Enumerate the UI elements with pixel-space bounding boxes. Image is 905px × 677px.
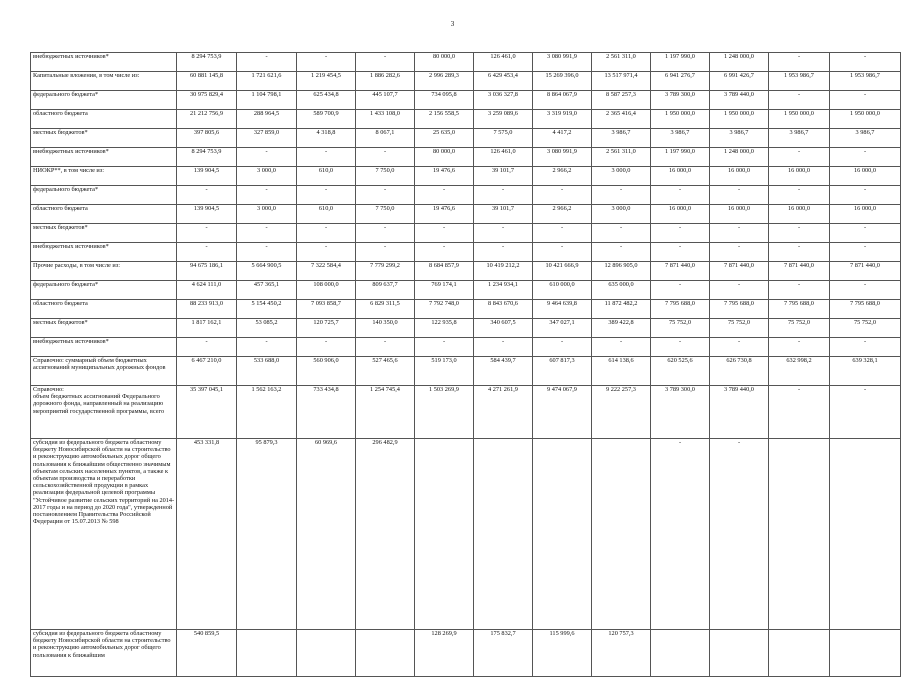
value-cell: 108 000,0 <box>297 281 356 300</box>
value-cell: - <box>297 224 356 243</box>
page-number: 3 <box>450 20 455 28</box>
value-cell: - <box>356 53 415 72</box>
row-label-cell: областного бюджета <box>31 205 177 224</box>
value-cell: 1 953 986,7 <box>769 72 830 91</box>
value-cell: 94 675 186,1 <box>177 262 237 281</box>
value-cell: 122 935,8 <box>415 319 474 338</box>
row-label-cell: Справочно: объем бюджетных ассигнований Федерального дорожного фонда, направленный на реализацию мероприятий государственной программы, всего <box>31 386 177 439</box>
value-cell: 626 730,8 <box>710 357 769 386</box>
value-cell: 7 795 688,0 <box>769 300 830 319</box>
value-cell: - <box>769 386 830 439</box>
value-cell: - <box>415 338 474 357</box>
row-label-cell: областного бюджета <box>31 300 177 319</box>
value-cell: 397 805,6 <box>177 129 237 148</box>
value-cell: 16 000,0 <box>830 205 901 224</box>
table-row <box>31 205 901 224</box>
value-cell: 115 999,6 <box>533 630 592 677</box>
value-cell: 7 795 688,0 <box>830 300 901 319</box>
value-cell: - <box>769 224 830 243</box>
value-cell: 519 173,0 <box>415 357 474 386</box>
row-label-cell: внебюджетных источников* <box>31 53 177 72</box>
value-cell: 389 422,8 <box>592 319 651 338</box>
value-cell: - <box>177 243 237 262</box>
value-cell: 457 365,1 <box>237 281 297 300</box>
value-cell: 128 269,9 <box>415 630 474 677</box>
value-cell: 639 328,1 <box>830 357 901 386</box>
value-cell: 6 991 426,7 <box>710 72 769 91</box>
value-cell: 25 635,0 <box>415 129 474 148</box>
value-cell: - <box>592 338 651 357</box>
value-cell: - <box>356 338 415 357</box>
row-label-cell: федерального бюджета* <box>31 91 177 110</box>
value-cell: 610,0 <box>297 205 356 224</box>
value-cell: - <box>237 53 297 72</box>
value-cell: - <box>297 243 356 262</box>
value-cell: - <box>592 186 651 205</box>
value-cell: 2 561 311,0 <box>592 53 651 72</box>
row-label-cell: местных бюджетов* <box>31 319 177 338</box>
value-cell: 175 832,7 <box>474 630 533 677</box>
value-cell: 809 637,7 <box>356 281 415 300</box>
value-cell: 327 859,0 <box>237 129 297 148</box>
value-cell: 16 000,0 <box>651 205 710 224</box>
value-cell <box>710 630 769 677</box>
value-cell: - <box>177 224 237 243</box>
value-cell: - <box>415 243 474 262</box>
value-cell: 2 966,2 <box>533 167 592 186</box>
value-cell: 16 000,0 <box>830 167 901 186</box>
value-cell: - <box>474 243 533 262</box>
value-cell: 453 331,8 <box>177 439 237 630</box>
value-cell: - <box>297 148 356 167</box>
value-cell: 12 896 905,0 <box>592 262 651 281</box>
value-cell: - <box>533 338 592 357</box>
value-cell: 2 365 416,4 <box>592 110 651 129</box>
value-cell: 1 950 000,0 <box>710 110 769 129</box>
value-cell: - <box>651 338 710 357</box>
value-cell: 1 219 454,5 <box>297 72 356 91</box>
value-cell: - <box>533 224 592 243</box>
value-cell: - <box>533 243 592 262</box>
value-cell: 4 318,8 <box>297 129 356 148</box>
value-cell: - <box>237 224 297 243</box>
table-row <box>31 281 901 300</box>
row-label-cell: федерального бюджета* <box>31 186 177 205</box>
value-cell: 16 000,0 <box>769 205 830 224</box>
value-cell: 3 036 327,8 <box>474 91 533 110</box>
value-cell: 7 795 688,0 <box>710 300 769 319</box>
value-cell: 1 248 000,0 <box>710 53 769 72</box>
value-cell: 2 561 311,0 <box>592 148 651 167</box>
value-cell <box>769 630 830 677</box>
value-cell: 9 474 067,9 <box>533 386 592 439</box>
value-cell: 4 624 111,0 <box>177 281 237 300</box>
table-row <box>31 300 901 319</box>
table-row <box>31 72 901 91</box>
value-cell: - <box>830 186 901 205</box>
table-row <box>31 630 901 677</box>
value-cell: 632 998,2 <box>769 357 830 386</box>
value-cell: 35 397 045,1 <box>177 386 237 439</box>
value-cell: - <box>356 224 415 243</box>
value-cell: 7 750,0 <box>356 205 415 224</box>
value-cell: - <box>651 439 710 630</box>
value-cell: 139 904,5 <box>177 167 237 186</box>
value-cell: 1 562 163,2 <box>237 386 297 439</box>
value-cell: 9 222 257,3 <box>592 386 651 439</box>
value-cell: 527 465,6 <box>356 357 415 386</box>
value-cell: - <box>415 224 474 243</box>
table-row <box>31 319 901 338</box>
value-cell: 8 587 257,3 <box>592 91 651 110</box>
value-cell: - <box>710 338 769 357</box>
value-cell: - <box>830 338 901 357</box>
value-cell: - <box>651 243 710 262</box>
table-row <box>31 386 901 439</box>
value-cell <box>830 439 901 630</box>
value-cell: 1 433 108,0 <box>356 110 415 129</box>
value-cell: - <box>474 186 533 205</box>
value-cell: - <box>297 186 356 205</box>
value-cell <box>769 439 830 630</box>
value-cell: 769 174,1 <box>415 281 474 300</box>
table-row <box>31 357 901 386</box>
value-cell: 3 319 919,0 <box>533 110 592 129</box>
value-cell: 19 476,6 <box>415 167 474 186</box>
value-cell: 3 986,7 <box>592 129 651 148</box>
value-cell: - <box>830 224 901 243</box>
value-cell: - <box>830 243 901 262</box>
value-cell: 126 461,0 <box>474 53 533 72</box>
value-cell: 10 421 666,9 <box>533 262 592 281</box>
value-cell: 139 904,5 <box>177 205 237 224</box>
value-cell: 3 986,7 <box>710 129 769 148</box>
value-cell: - <box>710 243 769 262</box>
value-cell: 88 233 913,0 <box>177 300 237 319</box>
value-cell: - <box>356 186 415 205</box>
value-cell: 584 439,7 <box>474 357 533 386</box>
value-cell: 7 871 440,0 <box>710 262 769 281</box>
value-cell: 7 322 584,4 <box>297 262 356 281</box>
value-cell: 533 688,0 <box>237 357 297 386</box>
value-cell: 80 000,0 <box>415 148 474 167</box>
value-cell: 1 254 745,4 <box>356 386 415 439</box>
row-label-cell: местных бюджетов* <box>31 129 177 148</box>
value-cell: 6 467 210,0 <box>177 357 237 386</box>
row-label-cell: НИОКР**, в том числе из: <box>31 167 177 186</box>
value-cell: - <box>830 53 901 72</box>
value-cell: 1 197 990,0 <box>651 148 710 167</box>
value-cell: 126 461,0 <box>474 148 533 167</box>
value-cell: 15 269 396,0 <box>533 72 592 91</box>
value-cell: 75 752,0 <box>830 319 901 338</box>
value-cell <box>415 439 474 630</box>
value-cell: 7 750,0 <box>356 167 415 186</box>
value-cell: - <box>474 224 533 243</box>
value-cell <box>651 630 710 677</box>
value-cell: - <box>830 91 901 110</box>
value-cell: 30 975 829,4 <box>177 91 237 110</box>
value-cell: 1 721 621,6 <box>237 72 297 91</box>
value-cell: 1 248 000,0 <box>710 148 769 167</box>
table-row <box>31 53 901 72</box>
value-cell: - <box>177 186 237 205</box>
row-label-cell: внебюджетных источников* <box>31 148 177 167</box>
value-cell: 610,0 <box>297 167 356 186</box>
value-cell: 3 986,7 <box>769 129 830 148</box>
value-cell: 7 575,0 <box>474 129 533 148</box>
value-cell: - <box>356 243 415 262</box>
value-cell: - <box>592 243 651 262</box>
value-cell: - <box>533 186 592 205</box>
table-row <box>31 167 901 186</box>
value-cell: - <box>710 186 769 205</box>
value-cell: 5 154 450,2 <box>237 300 297 319</box>
value-cell: 1 950 000,0 <box>830 110 901 129</box>
value-cell: 16 000,0 <box>651 167 710 186</box>
value-cell: 614 138,6 <box>592 357 651 386</box>
value-cell: 3 789 300,0 <box>651 91 710 110</box>
value-cell: - <box>769 338 830 357</box>
value-cell: - <box>237 243 297 262</box>
value-cell: 21 212 756,9 <box>177 110 237 129</box>
value-cell: 39 101,7 <box>474 205 533 224</box>
value-cell <box>533 439 592 630</box>
value-cell: - <box>710 439 769 630</box>
value-cell: 9 464 639,8 <box>533 300 592 319</box>
value-cell: 140 350,0 <box>356 319 415 338</box>
table-row <box>31 129 901 148</box>
value-cell: 19 476,6 <box>415 205 474 224</box>
value-cell: 6 829 311,5 <box>356 300 415 319</box>
value-cell: 4 271 261,9 <box>474 386 533 439</box>
value-cell: 60 969,6 <box>297 439 356 630</box>
value-cell: 7 871 440,0 <box>830 262 901 281</box>
value-cell: - <box>769 91 830 110</box>
value-cell: 120 725,7 <box>297 319 356 338</box>
value-cell: 3 080 991,9 <box>533 148 592 167</box>
value-cell: 1 950 000,0 <box>769 110 830 129</box>
value-cell: - <box>177 338 237 357</box>
value-cell: - <box>769 281 830 300</box>
value-cell: 16 000,0 <box>769 167 830 186</box>
value-cell: 7 792 748,0 <box>415 300 474 319</box>
value-cell: - <box>297 338 356 357</box>
value-cell: - <box>769 243 830 262</box>
value-cell: 3 986,7 <box>830 129 901 148</box>
value-cell: 53 085,2 <box>237 319 297 338</box>
value-cell: 296 482,9 <box>356 439 415 630</box>
row-label-cell: областного бюджета <box>31 110 177 129</box>
value-cell: 8 684 857,9 <box>415 262 474 281</box>
value-cell: - <box>830 148 901 167</box>
value-cell: - <box>297 53 356 72</box>
value-cell: 734 095,8 <box>415 91 474 110</box>
value-cell: 340 607,5 <box>474 319 533 338</box>
value-cell <box>237 630 297 677</box>
value-cell: - <box>474 338 533 357</box>
value-cell: 2 966,2 <box>533 205 592 224</box>
value-cell: 3 000,0 <box>592 205 651 224</box>
value-cell: - <box>769 148 830 167</box>
value-cell: 7 093 858,7 <box>297 300 356 319</box>
value-cell: 11 872 482,2 <box>592 300 651 319</box>
row-label-cell: субсидия из федерального бюджета областному бюджету Новосибирской области на строительство и реконструкцию автомобильных дорог общего пользования к ближайшим <box>31 630 177 677</box>
value-cell: 7 871 440,0 <box>651 262 710 281</box>
value-cell: 3 986,7 <box>651 129 710 148</box>
value-cell: 1 104 798,1 <box>237 91 297 110</box>
value-cell: 8 294 753,9 <box>177 148 237 167</box>
value-cell: - <box>710 281 769 300</box>
value-cell: - <box>769 53 830 72</box>
value-cell: 3 789 300,0 <box>651 386 710 439</box>
table-row <box>31 262 901 281</box>
value-cell: 4 417,2 <box>533 129 592 148</box>
budget-table-body <box>31 53 901 677</box>
table-row <box>31 439 901 630</box>
value-cell: 288 964,5 <box>237 110 297 129</box>
row-label-cell: Прочие расходы, в том числе из: <box>31 262 177 281</box>
value-cell: 347 027,1 <box>533 319 592 338</box>
value-cell: 1 953 986,7 <box>830 72 901 91</box>
value-cell: - <box>592 224 651 243</box>
table-row <box>31 224 901 243</box>
value-cell: 13 517 971,4 <box>592 72 651 91</box>
value-cell: 7 871 440,0 <box>769 262 830 281</box>
value-cell: 625 434,8 <box>297 91 356 110</box>
value-cell: 95 879,3 <box>237 439 297 630</box>
value-cell: 6 941 276,7 <box>651 72 710 91</box>
value-cell: 3 000,0 <box>592 167 651 186</box>
value-cell: 80 000,0 <box>415 53 474 72</box>
row-label-cell: Капитальные вложения, в том числе из: <box>31 72 177 91</box>
value-cell: 1 197 990,0 <box>651 53 710 72</box>
table-row <box>31 91 901 110</box>
value-cell: 589 700,9 <box>297 110 356 129</box>
value-cell: - <box>651 281 710 300</box>
value-cell: - <box>237 186 297 205</box>
value-cell: - <box>830 386 901 439</box>
row-label-cell: Справочно: суммарный объем бюджетных ассигнований муниципальных дорожных фондов <box>31 357 177 386</box>
value-cell: - <box>237 148 297 167</box>
value-cell: 1 503 269,9 <box>415 386 474 439</box>
table-row <box>31 110 901 129</box>
value-cell: 7 795 688,0 <box>651 300 710 319</box>
value-cell: 620 525,6 <box>651 357 710 386</box>
table-row <box>31 148 901 167</box>
value-cell: 540 859,5 <box>177 630 237 677</box>
table-row <box>31 186 901 205</box>
value-cell: 75 752,0 <box>651 319 710 338</box>
value-cell: 16 000,0 <box>710 205 769 224</box>
row-label-cell: внебюджетных источников* <box>31 338 177 357</box>
value-cell: - <box>710 224 769 243</box>
value-cell: 120 757,3 <box>592 630 651 677</box>
value-cell: 3 789 440,0 <box>710 91 769 110</box>
value-cell: 445 107,7 <box>356 91 415 110</box>
value-cell <box>297 630 356 677</box>
value-cell: 75 752,0 <box>769 319 830 338</box>
value-cell: 3 000,0 <box>237 167 297 186</box>
value-cell: 1 234 934,1 <box>474 281 533 300</box>
value-cell: - <box>651 224 710 243</box>
table-row <box>31 243 901 262</box>
value-cell: 6 429 453,4 <box>474 72 533 91</box>
row-label-cell: федерального бюджета* <box>31 281 177 300</box>
value-cell <box>592 439 651 630</box>
value-cell <box>474 439 533 630</box>
value-cell: 8 864 067,9 <box>533 91 592 110</box>
value-cell: 610 000,0 <box>533 281 592 300</box>
value-cell: - <box>769 186 830 205</box>
row-label-cell: внебюджетных источников* <box>31 243 177 262</box>
value-cell: - <box>237 338 297 357</box>
value-cell: 733 434,8 <box>297 386 356 439</box>
value-cell: 1 886 282,6 <box>356 72 415 91</box>
value-cell: 5 664 900,5 <box>237 262 297 281</box>
value-cell: - <box>356 148 415 167</box>
value-cell: - <box>830 281 901 300</box>
value-cell: 1 950 000,0 <box>651 110 710 129</box>
budget-table <box>30 52 901 677</box>
value-cell: 635 000,0 <box>592 281 651 300</box>
value-cell: - <box>651 186 710 205</box>
value-cell: 8 294 753,9 <box>177 53 237 72</box>
value-cell: 39 101,7 <box>474 167 533 186</box>
value-cell: 8 843 670,6 <box>474 300 533 319</box>
value-cell: 607 817,3 <box>533 357 592 386</box>
value-cell: 560 906,0 <box>297 357 356 386</box>
value-cell: 75 752,0 <box>710 319 769 338</box>
value-cell: 60 881 145,8 <box>177 72 237 91</box>
value-cell: 2 996 289,3 <box>415 72 474 91</box>
value-cell <box>830 630 901 677</box>
value-cell: 3 259 089,6 <box>474 110 533 129</box>
row-label-cell: субсидия из федерального бюджета областному бюджету Новосибирской области на строительство и реконструкцию автомобильных дорог общего пользования к ближайшим общественно значимым объектам сельских населенных пунктов, а также к объектам производства и переработки сельскохозяйственной продукции в рамках реализации федеральной целевой программы "Устойчивое развитие сельских территорий на 2014-2017 годы и на период до 2020 года", утвержденной постановлением Правительства Российской Федерации от 15.07.2013 № 598 <box>31 439 177 630</box>
value-cell: 2 156 558,5 <box>415 110 474 129</box>
table-row <box>31 338 901 357</box>
row-label-cell: местных бюджетов* <box>31 224 177 243</box>
value-cell: 7 779 299,2 <box>356 262 415 281</box>
value-cell: 3 080 991,9 <box>533 53 592 72</box>
value-cell: 3 789 440,0 <box>710 386 769 439</box>
value-cell <box>356 630 415 677</box>
value-cell: 1 817 162,1 <box>177 319 237 338</box>
value-cell: 3 000,0 <box>237 205 297 224</box>
value-cell: - <box>415 186 474 205</box>
value-cell: 8 067,1 <box>356 129 415 148</box>
value-cell: 16 000,0 <box>710 167 769 186</box>
value-cell: 10 419 212,2 <box>474 262 533 281</box>
